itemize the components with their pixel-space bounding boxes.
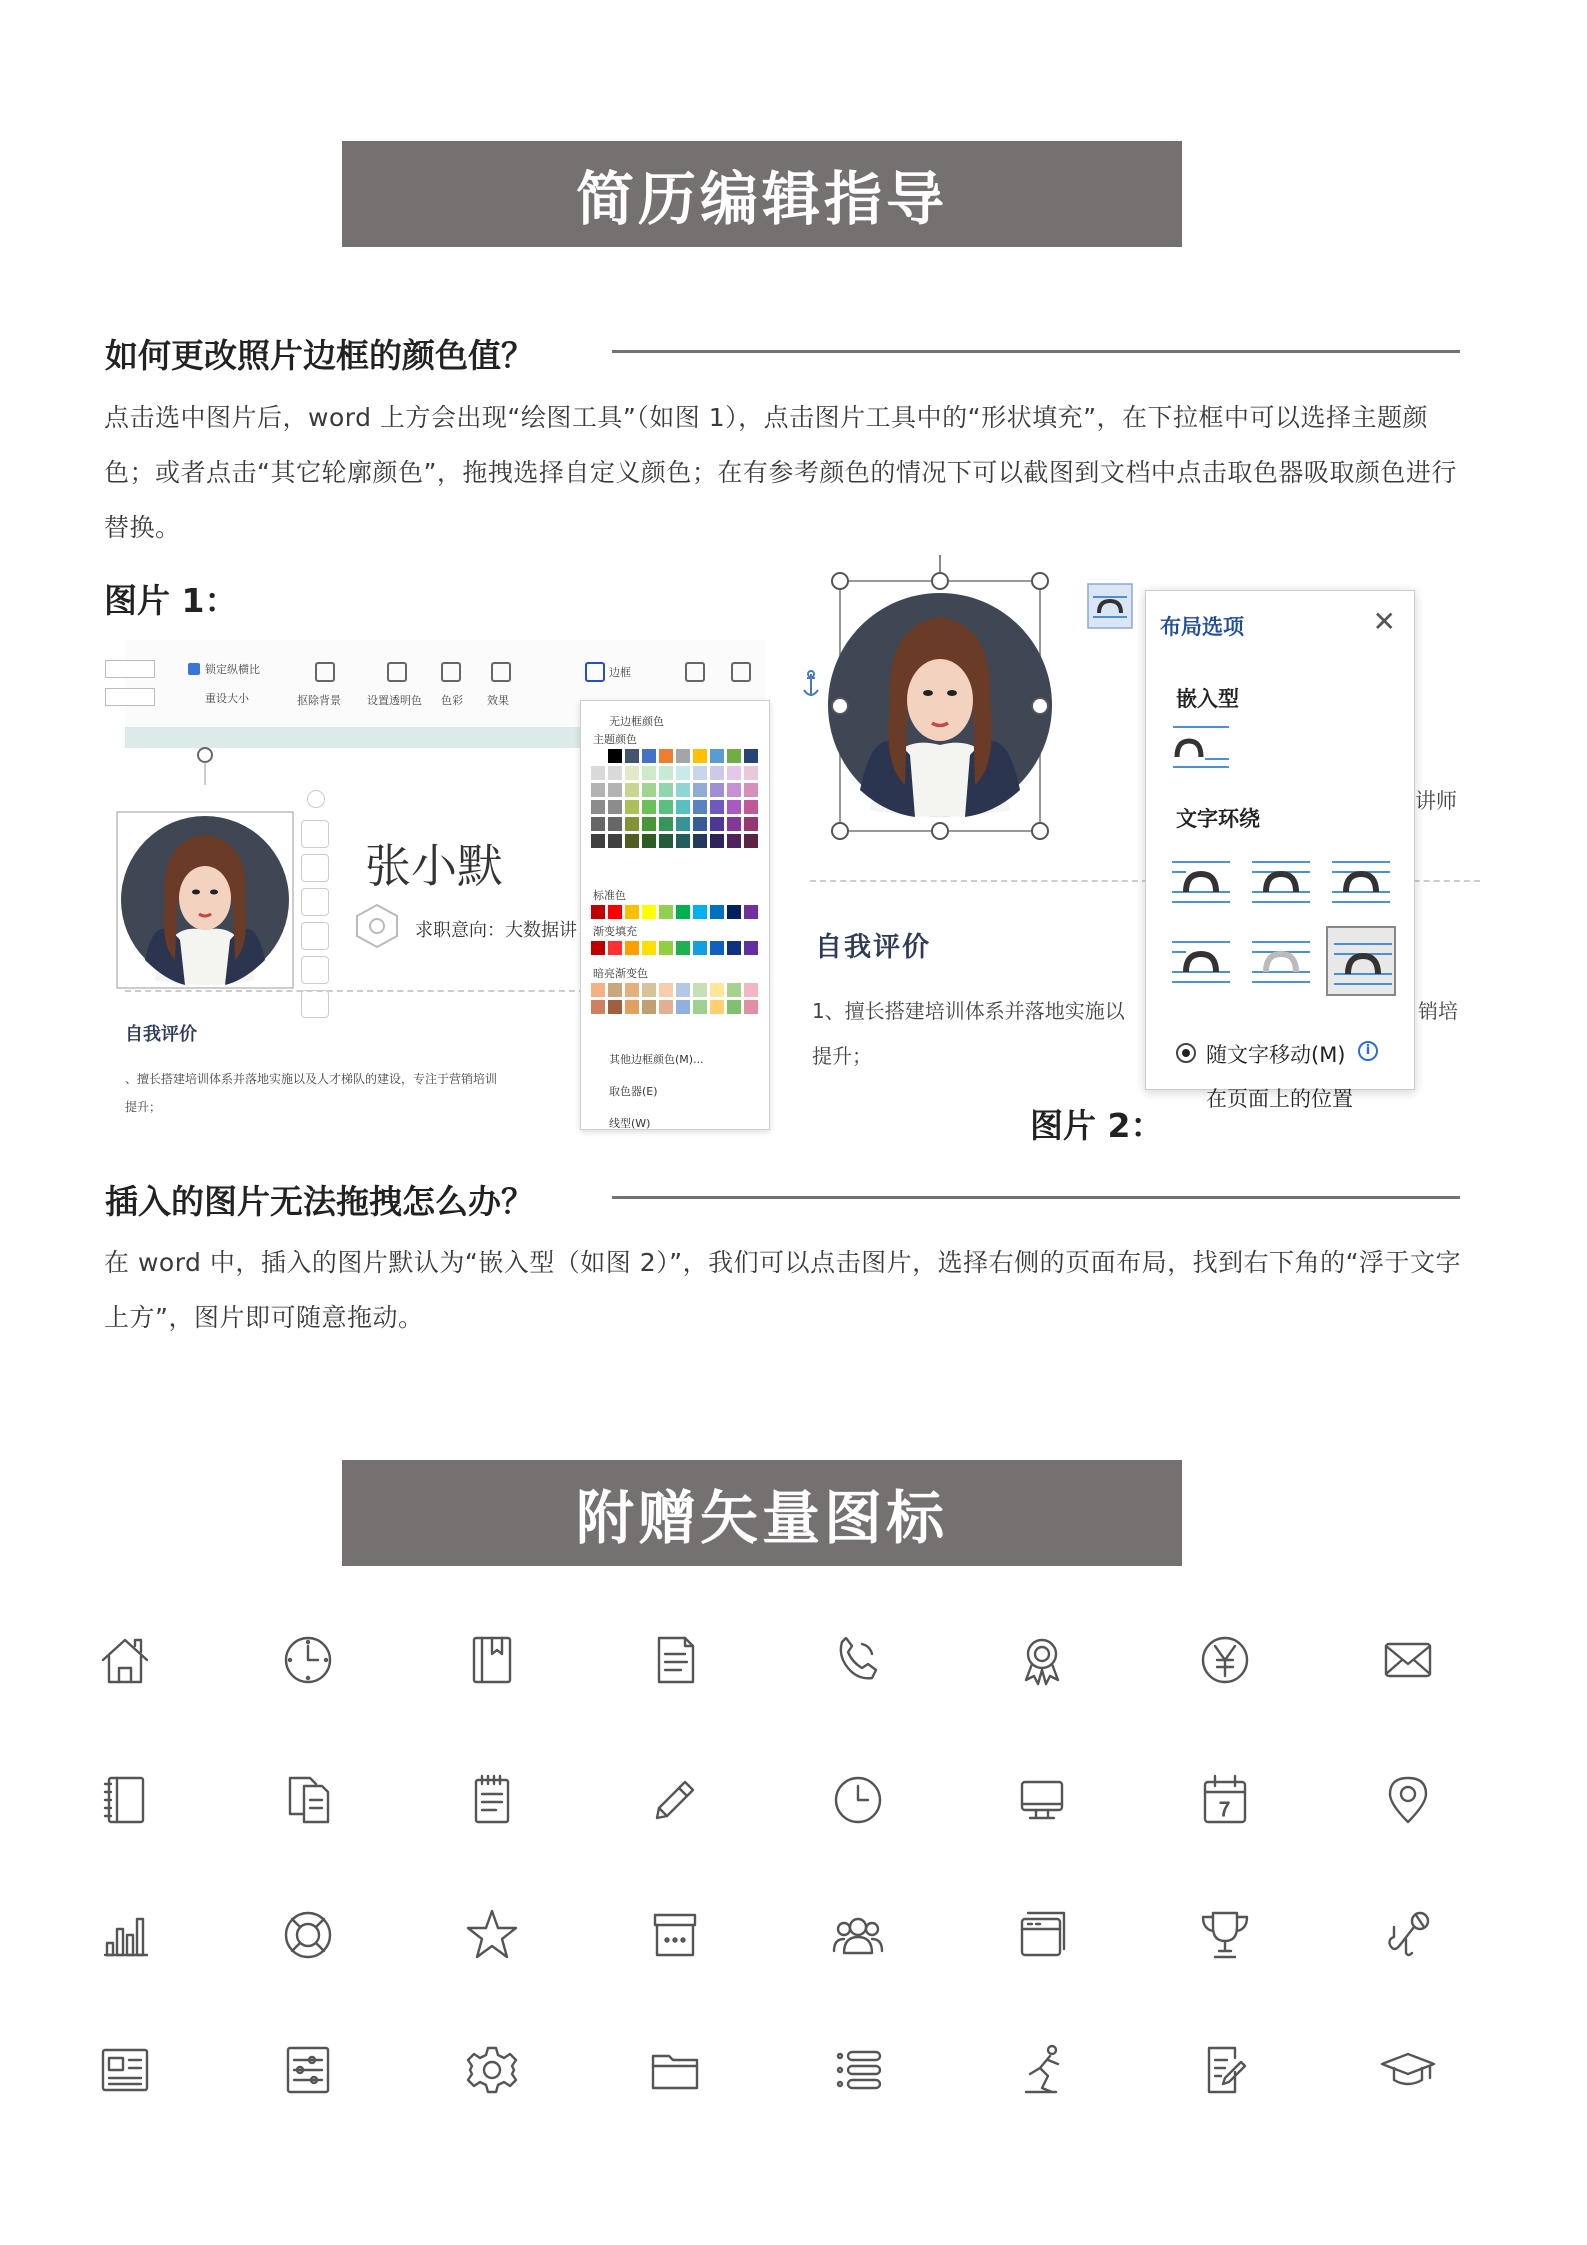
document-icon [645, 1630, 705, 1690]
theme-color-swatch[interactable] [591, 834, 605, 848]
theme-color-swatch[interactable] [591, 749, 605, 763]
theme-color-swatch[interactable] [625, 749, 639, 763]
color-picker-option[interactable]: 取色器(E) [609, 1085, 658, 1098]
gradient-color-swatch[interactable] [744, 941, 758, 955]
light-gradient-swatch[interactable] [693, 1000, 707, 1014]
theme-color-swatch[interactable] [659, 749, 673, 763]
gear-icon [462, 2040, 522, 2100]
light-gradient-swatch[interactable] [727, 983, 741, 997]
color-button[interactable]: 色彩 [441, 694, 463, 707]
light-gradient-swatch[interactable] [727, 1000, 741, 1014]
doc-line-2: 提升； [812, 1044, 872, 1068]
browser-window-icon [1012, 1905, 1072, 1965]
selected-photo[interactable] [815, 555, 1055, 835]
gradient-color-swatch[interactable] [625, 941, 639, 955]
color-icon [441, 662, 461, 682]
book-icon [462, 1630, 522, 1690]
doc-section-title: 自我评价 [815, 932, 931, 963]
theme-color-swatch[interactable] [744, 783, 758, 797]
banner-icons-title: 附赠矢量图标 [342, 1460, 1182, 1566]
info-icon[interactable]: i [1358, 1041, 1378, 1061]
remove-bg-icon [315, 662, 335, 682]
text-wrap-option[interactable] [1326, 926, 1396, 996]
border-button[interactable]: 边框 [609, 666, 631, 679]
light-gradient-grid[interactable] [591, 983, 758, 1014]
layout-options-panel [1145, 590, 1415, 1111]
text-wrap-option[interactable] [1326, 846, 1396, 916]
time-icon [828, 1770, 888, 1830]
theme-color-swatch[interactable] [676, 817, 690, 831]
location-icon [1378, 1770, 1438, 1830]
monitor-icon [1012, 1770, 1072, 1830]
theme-color-swatch[interactable] [710, 817, 724, 831]
no-border-option[interactable]: 无边框颜色 [609, 715, 664, 728]
theme-color-swatch[interactable] [591, 783, 605, 797]
width-spinner[interactable] [105, 688, 155, 706]
resize-handle-t[interactable] [931, 572, 949, 590]
minus-button[interactable] [307, 790, 325, 808]
text-wrap-option[interactable] [1246, 846, 1316, 916]
theme-color-swatch[interactable] [591, 817, 605, 831]
theme-color-swatch[interactable] [676, 834, 690, 848]
doc-right-text-2: 销培 [1418, 999, 1458, 1023]
theme-color-swatch[interactable] [642, 834, 656, 848]
remove-bg-button[interactable]: 抠除背景 [297, 694, 341, 707]
gradient-color-swatch[interactable] [710, 941, 724, 955]
section1-title: 如何更改照片边框的颜色值？ [105, 336, 534, 375]
light-gradient-swatch[interactable] [591, 1000, 605, 1014]
rotate-side-button[interactable] [301, 922, 329, 950]
standard-color-swatch[interactable] [693, 905, 707, 919]
gradient-color-swatch[interactable] [608, 941, 622, 955]
move-with-text-label: 随文字移动(M) [1206, 1043, 1346, 1067]
light-gradient-swatch[interactable] [676, 1000, 690, 1014]
light-gradient-swatch[interactable] [744, 983, 758, 997]
theme-color-swatch[interactable] [642, 766, 656, 780]
graduation-cap-icon [1378, 2040, 1438, 2100]
mail-icon [1378, 1630, 1438, 1690]
phone-icon [828, 1630, 888, 1690]
theme-color-swatch[interactable] [625, 800, 639, 814]
layout-side-button[interactable] [301, 820, 329, 848]
figure1-screenshot [125, 640, 765, 1130]
light-gradient-swatch[interactable] [744, 1000, 758, 1014]
theme-color-swatch[interactable] [625, 783, 639, 797]
theme-color-swatch[interactable] [744, 817, 758, 831]
gradient-color-swatch[interactable] [659, 941, 673, 955]
layout-options-title: 布局选项 [1160, 615, 1244, 639]
theme-color-swatch[interactable] [676, 766, 690, 780]
avatar [85, 780, 325, 1020]
resume-intent: 求职意向：大数据讲 [415, 920, 577, 941]
home-icon [95, 1630, 155, 1690]
folder-icon [645, 2040, 705, 2100]
skater-icon [1012, 2040, 1072, 2100]
resume-photo[interactable] [85, 780, 325, 1024]
theme-color-swatch[interactable] [676, 800, 690, 814]
theme-color-swatch[interactable] [727, 834, 741, 848]
section2-body: 在 word 中，插入的图片默认为“嵌入型（如图 2）”，我们可以点击图片，选择右侧的页面布局，找到右下角的“浮于文字上方”，图片即可随意拖动。 [104, 1248, 1462, 1332]
resume-line-1: 、擅长搭建培训体系并落地实施以及人才梯队的建设，专注于营销培训 [125, 1072, 498, 1086]
resize-handle-b[interactable] [931, 822, 949, 840]
clock-icon [278, 1630, 338, 1690]
standard-color-swatch[interactable] [727, 905, 741, 919]
light-gradient-swatch[interactable] [659, 983, 673, 997]
gradient-color-swatch[interactable] [727, 941, 741, 955]
theme-color-swatch[interactable] [744, 749, 758, 763]
theme-color-swatch[interactable] [710, 749, 724, 763]
resume-section-title: 自我评价 [125, 1024, 197, 1045]
settings-sliders-icon [278, 2040, 338, 2100]
light-gradient-label: 暗亮渐变色 [593, 967, 648, 980]
gradient-color-swatch[interactable] [591, 941, 605, 955]
light-gradient-swatch[interactable] [693, 983, 707, 997]
text-wrap-option[interactable] [1246, 926, 1316, 996]
theme-color-swatch[interactable] [591, 766, 605, 780]
transparent-icon [387, 662, 407, 682]
theme-color-swatch[interactable] [659, 800, 673, 814]
theme-color-swatch[interactable] [727, 749, 741, 763]
lock-ratio-label: 锁定纵横比 [205, 663, 260, 676]
section1-divider [612, 350, 1460, 353]
theme-color-swatch[interactable] [727, 817, 741, 831]
other-colors-option[interactable]: 其他边框颜色(M)... [609, 1053, 704, 1066]
theme-color-swatch[interactable] [591, 800, 605, 814]
theme-color-swatch[interactable] [608, 834, 622, 848]
people-icon [828, 1905, 888, 1965]
standard-color-swatch[interactable] [659, 905, 673, 919]
theme-color-swatch[interactable] [710, 800, 724, 814]
light-gradient-swatch[interactable] [642, 1000, 656, 1014]
theme-color-swatch[interactable] [676, 749, 690, 763]
standard-color-swatch[interactable] [642, 905, 656, 919]
border-color-dropdown [580, 700, 770, 1130]
section1-body: 点击选中图片后，word 上方会出现“绘图工具”（如图 1），点击图片工具中的“形状填充”，在下拉框中可以选择主题颜色；或者点击“其它轮廓颜色”，拖拽选择自定义颜色；在有参考颜色的情况下可以截图到文档中点击取色器吸取颜色进行替换。 [104, 403, 1457, 542]
resume-name: 张小默 [365, 839, 503, 893]
theme-color-swatch[interactable] [642, 783, 656, 797]
edit-document-icon [1195, 2040, 1255, 2100]
light-gradient-swatch[interactable] [676, 983, 690, 997]
arrange-icon [731, 662, 751, 682]
text-wrap-option[interactable] [1166, 926, 1236, 996]
fit-side-button[interactable] [301, 956, 329, 984]
light-gradient-swatch[interactable] [608, 1000, 622, 1014]
resize-handle-l[interactable] [831, 697, 849, 715]
layout-options-icon[interactable] [1087, 583, 1133, 629]
hexagon-icon [353, 902, 401, 950]
resize-handle-bl[interactable] [831, 822, 849, 840]
light-gradient-swatch[interactable] [642, 983, 656, 997]
banner-guide-title: 简历编辑指导 [342, 141, 1182, 247]
theme-color-swatch[interactable] [744, 800, 758, 814]
fix-on-page-label: 在页面上的位置 [1206, 1087, 1353, 1111]
theme-color-swatch[interactable] [744, 766, 758, 780]
text-wrap-section-title: 文字环绕 [1176, 807, 1260, 831]
theme-color-swatch[interactable] [642, 817, 656, 831]
effect-icon [491, 662, 511, 682]
theme-color-swatch[interactable] [693, 817, 707, 831]
theme-color-swatch[interactable] [710, 766, 724, 780]
inline-wrap-option[interactable] [1171, 723, 1231, 771]
music-icon [1378, 1905, 1438, 1965]
standard-color-swatch[interactable] [676, 905, 690, 919]
theme-color-swatch[interactable] [608, 783, 622, 797]
theme-color-swatch[interactable] [693, 800, 707, 814]
theme-color-swatch[interactable] [659, 834, 673, 848]
rotate-handle-icon[interactable] [195, 745, 215, 785]
copy-icon [278, 1770, 338, 1830]
light-gradient-swatch[interactable] [710, 983, 724, 997]
lock-ratio-checkbox[interactable] [188, 663, 200, 675]
standard-colors-label: 标准色 [593, 889, 626, 902]
inline-section-title: 嵌入型 [1176, 687, 1239, 711]
theme-color-swatch[interactable] [693, 749, 707, 763]
gradient-color-swatch[interactable] [642, 941, 656, 955]
theme-color-swatch[interactable] [676, 783, 690, 797]
doc-line-1: 1、擅长搭建培训体系并落地实施以 [812, 999, 1125, 1023]
theme-color-swatch[interactable] [642, 749, 656, 763]
section2-divider [612, 1196, 1460, 1199]
standard-color-swatch[interactable] [591, 905, 605, 919]
height-spinner[interactable] [105, 660, 155, 678]
yen-coin-icon [1195, 1630, 1255, 1690]
theme-color-swatch[interactable] [608, 749, 622, 763]
gradient-color-grid[interactable] [591, 941, 758, 955]
section2-title: 插入的图片无法拖拽怎么办？ [105, 1182, 534, 1221]
theme-color-swatch[interactable] [710, 834, 724, 848]
light-gradient-swatch[interactable] [625, 1000, 639, 1014]
theme-color-swatch[interactable] [625, 817, 639, 831]
resize-handle-br[interactable] [1031, 822, 1049, 840]
standard-color-swatch[interactable] [608, 905, 622, 919]
award-icon [1012, 1630, 1072, 1690]
notebook-icon [95, 1770, 155, 1830]
theme-colors-label: 主题颜色 [593, 733, 637, 746]
theme-color-swatch[interactable] [693, 766, 707, 780]
theme-color-swatch[interactable] [744, 834, 758, 848]
theme-color-swatch[interactable] [625, 834, 639, 848]
light-gradient-swatch[interactable] [608, 983, 622, 997]
theme-color-swatch[interactable] [727, 783, 741, 797]
theme-color-swatch[interactable] [727, 800, 741, 814]
theme-color-swatch[interactable] [659, 783, 673, 797]
anchor-icon [800, 670, 822, 700]
move-with-text-radio[interactable] [1176, 1043, 1196, 1063]
standard-color-grid[interactable] [591, 905, 758, 919]
theme-color-swatch[interactable] [693, 834, 707, 848]
border-icon [585, 662, 605, 682]
more-side-button[interactable] [301, 990, 329, 1018]
text-wrap-option[interactable] [1166, 846, 1236, 916]
resize-handle-r[interactable] [1031, 697, 1049, 715]
gradient-fill-label: 渐变填充 [593, 925, 637, 938]
star-icon [462, 1905, 522, 1965]
theme-color-swatch[interactable] [710, 783, 724, 797]
light-gradient-swatch[interactable] [591, 983, 605, 997]
lifebuoy-icon [278, 1905, 338, 1965]
gradient-color-swatch[interactable] [693, 941, 707, 955]
notepad-icon [462, 1770, 522, 1830]
theme-color-swatch[interactable] [608, 800, 622, 814]
light-gradient-swatch[interactable] [710, 1000, 724, 1014]
bar-chart-icon [95, 1905, 155, 1965]
effect-button[interactable]: 效果 [487, 694, 509, 707]
light-gradient-swatch[interactable] [625, 983, 639, 997]
theme-color-swatch[interactable] [642, 800, 656, 814]
theme-color-grid[interactable] [591, 749, 758, 848]
theme-color-swatch[interactable] [625, 766, 639, 780]
pencil-icon [645, 1770, 705, 1830]
light-gradient-swatch[interactable] [659, 1000, 673, 1014]
crop-side-button[interactable] [301, 854, 329, 882]
theme-color-swatch[interactable] [608, 766, 622, 780]
calendar-icon [1195, 1770, 1255, 1830]
resize-handle-tr[interactable] [1031, 572, 1049, 590]
reset-size-button[interactable]: 重设大小 [205, 692, 249, 705]
newspaper-icon [95, 2040, 155, 2100]
close-icon[interactable]: ✕ [1372, 605, 1396, 638]
set-transparent-button[interactable]: 设置透明色 [367, 694, 422, 707]
theme-color-swatch[interactable] [693, 783, 707, 797]
figure2-label: 图片 2： [1030, 1106, 1164, 1145]
resume-divider [125, 990, 585, 992]
archive-box-icon [645, 1905, 705, 1965]
theme-color-swatch[interactable] [659, 766, 673, 780]
zoom-side-button[interactable] [301, 888, 329, 916]
resume-line-2: 提升； [125, 1100, 162, 1114]
align-icon [685, 662, 705, 682]
theme-color-swatch[interactable] [659, 817, 673, 831]
resize-handle-tl[interactable] [831, 572, 849, 590]
gradient-color-swatch[interactable] [676, 941, 690, 955]
standard-color-swatch[interactable] [744, 905, 758, 919]
trophy-icon [1195, 1905, 1255, 1965]
list-icon [828, 2040, 888, 2100]
doc-right-text: 讲师 [1415, 789, 1457, 813]
figure1-label: 图片 1： [104, 581, 238, 620]
theme-color-swatch[interactable] [727, 766, 741, 780]
figure2-screenshot [800, 555, 1480, 1111]
standard-color-swatch[interactable] [710, 905, 724, 919]
theme-color-swatch[interactable] [608, 817, 622, 831]
line-type-option[interactable]: 线型(W) [609, 1117, 651, 1130]
standard-color-swatch[interactable] [625, 905, 639, 919]
svg-text:7: 7 [1219, 1799, 1231, 1821]
